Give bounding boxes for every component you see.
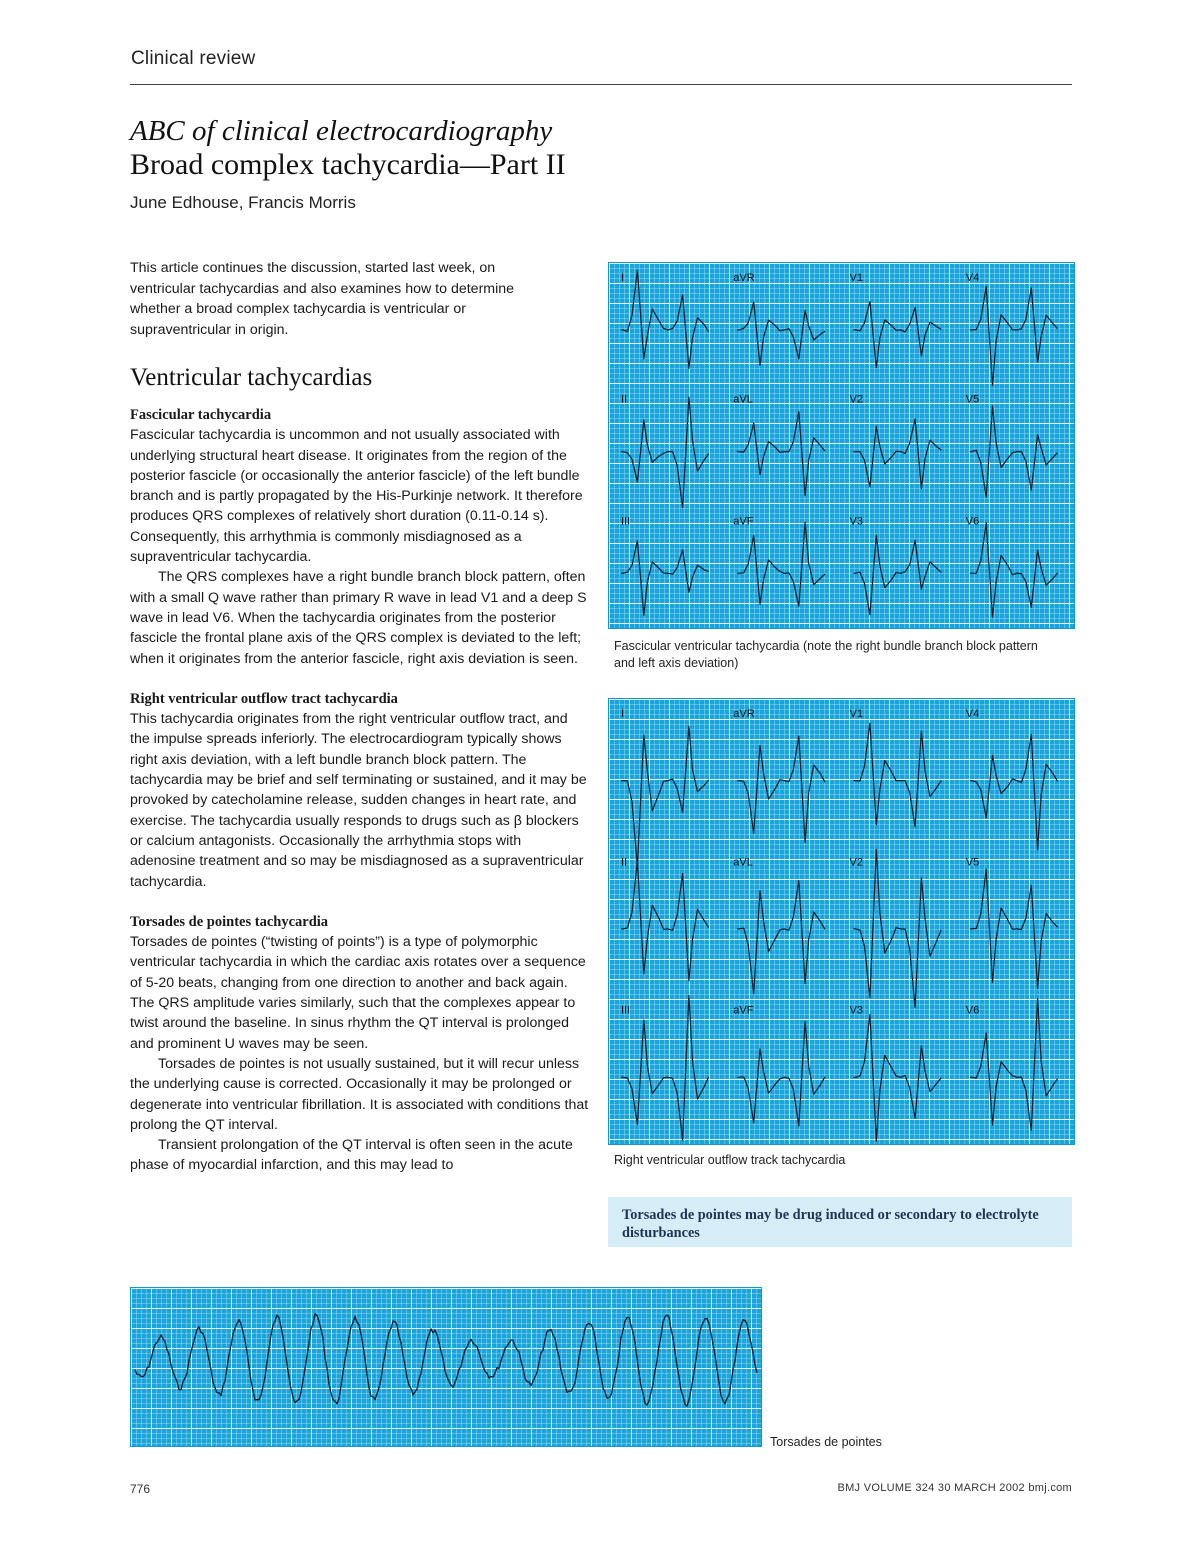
lead-label-v5: V5 [965, 393, 980, 406]
paragraph: The QRS complexes have a right bundle branch block pattern, often with a small Q wave rather than primary R wave in lead V1 and a deep S wave in lead V6. When the tachycardia originates from the posterior fascicle the frontal plane axis of the QRS complex is deviated to the left; when it originates from the anterior fascicle, right axis deviation is seen. [130, 569, 587, 667]
header-divider [130, 84, 1072, 85]
rvot-ecg-traces [609, 699, 1074, 1144]
journal-footer: BMJ VOLUME 324 30 MARCH 2002 bmj.com [837, 1482, 1072, 1494]
ecg-trace-v1 [854, 723, 942, 827]
article-title: Broad complex tachycardia—Part II [130, 148, 566, 181]
lead-label-v6: V6 [965, 515, 980, 528]
subheading-fascicular: Fascicular tachycardia [130, 407, 272, 423]
lead-label-v3: V3 [849, 515, 863, 528]
subheading-rvot: Right ventricular outflow tract tachycardia [130, 690, 398, 707]
rvot-ecg-caption: Right ventricular outflow track tachycardia [614, 1153, 846, 1167]
ecg-trace-v4 [970, 287, 1058, 386]
paragraph: Fascicular tachycardia is uncommon and not usually associated with underlying structural heart disease. It originates from the region of the posterior fascicle (or occasionally the anterior fascicle) of the left bundle branch and is partly propagated by the His-Purkinje network. It therefore produces QRS complexes of relatively short duration (0.11-0.14 s). Consequently, this arrhythmia is commonly misdiagnosed as a supraventricular tachycardia. [130, 427, 583, 566]
ecg-trace-v2 [854, 419, 942, 489]
page-number: 776 [130, 1482, 151, 1496]
paragraph: Torsades de pointes (“twisting of points”) is a type of polymorphic ventricular tachycardia in which the cardiac axis rotates over a sequence of 5-20 beats, changing from one direction to another and back again. The QRS amplitude varies similarly, such that the complexes appear to twist around the baseline. In sinus rhythm the QT interval is prolonged and prominent U waves may be seen. [130, 934, 586, 1052]
section-label: Clinical review [131, 48, 256, 69]
fascicular-ecg-caption: Fascicular ventricular tachycardia (note the right bundle branch block pattern and left axis deviation) [614, 639, 1038, 670]
ecg-trace-avr [737, 736, 825, 842]
ecg-trace-v5 [970, 869, 1058, 988]
ecg-trace-v5 [970, 406, 1058, 497]
ecg-trace-ii [621, 861, 709, 981]
ecg-trace-ii [621, 397, 709, 507]
section-heading: Ventricular tachycardias [130, 364, 373, 391]
lead-label-ii: II [621, 393, 628, 406]
lead-label-avr: aVR [733, 272, 755, 284]
paragraph: Transient prolongation of the QT interval is often seen in the acute phase of myocardial infarction, and this may lead to [130, 1137, 573, 1174]
lead-label-v2: V2 [849, 856, 863, 869]
fascicular-ecg-traces [609, 263, 1074, 628]
lead-label-iii: III [621, 1004, 631, 1017]
lead-label-i: I [621, 708, 625, 720]
ecg-trace-v1 [854, 302, 942, 368]
torsades-ecg-trace [131, 1288, 761, 1446]
lead-label-avr: aVR [733, 708, 755, 720]
ecg-trace-avl [737, 881, 825, 994]
lead-label-ii: II [621, 856, 628, 869]
lead-label-avl: aVL [733, 856, 753, 869]
lead-label-v1: V1 [849, 272, 863, 284]
ecg-trace-v2 [854, 849, 942, 1007]
ecg-trace-v6 [970, 999, 1058, 1131]
ecg-trace-avf [737, 1021, 825, 1126]
fascicular-ecg-figure [608, 262, 1075, 629]
ecg-trace-avl [737, 412, 825, 496]
lead-label-avf: aVF [733, 515, 754, 528]
lead-label-v4: V4 [965, 272, 980, 284]
ecg-trace-avr [737, 302, 825, 365]
ecg-trace-i [621, 270, 709, 368]
subheading-torsades: Torsades de pointes tachycardia [130, 913, 329, 930]
torsades-trace [135, 1314, 757, 1406]
ecg-trace-iii [621, 995, 709, 1140]
lead-label-v4: V4 [965, 708, 980, 720]
lead-label-v6: V6 [965, 1004, 980, 1017]
paragraph: Torsades de pointes is not usually sustained, but it will recur unless the underlying cause is corrected. Occasionally it may be prolonged or degenerate into ventricular fibrillation. It is associated with conditions that prolong the QT interval. [130, 1055, 589, 1133]
ecg-trace-v4 [970, 735, 1058, 850]
series-title: ABC of clinical electrocardiography [130, 115, 553, 147]
lead-label-v1: V1 [849, 708, 863, 720]
ecg-trace-iii [621, 541, 709, 616]
lead-label-v2: V2 [849, 393, 863, 406]
torsades-ecg-figure [130, 1287, 762, 1447]
ecg-trace-v3 [854, 1014, 942, 1141]
torsades-ecg-caption: Torsades de pointes [770, 1435, 882, 1449]
ecg-trace-v6 [970, 523, 1058, 617]
lead-label-v5: V5 [965, 856, 980, 869]
lead-label-v3: V3 [849, 1004, 863, 1017]
lead-label-i: I [621, 272, 625, 284]
rvot-ecg-figure [608, 698, 1075, 1145]
body-column [130, 405, 590, 1176]
lead-label-avf: aVF [733, 1004, 754, 1017]
ecg-trace-v3 [854, 535, 942, 614]
ecg-trace-i [621, 726, 709, 869]
lead-label-iii: III [621, 515, 631, 528]
lead-label-avl: aVL [733, 393, 753, 406]
authors: June Edhouse, Francis Morris [130, 193, 356, 212]
paragraph: This tachycardia originates from the right ventricular outflow tract, and the impulse spreads inferiorly. The electrocardiogram typically shows right axis deviation, with a left bundle branch block pattern. The tachycardia may be brief and self terminating or sustained, and it may be provoked by catecholamine release, sudden changes in heart rate, and exercise. The tachycardia usually responds to drugs such as β blockers or calcium antagonists. Occasionally the arrhythmia stops with adenosine treatment and so may be misdiagnosed as a supraventricular tachycardia. [130, 711, 587, 890]
intro-paragraph: This article continues the discussion, started last week, on ventricular tachycardias and also examines how to determine whether a broad complex tachycardia is ventricular or supraventricular in origin. [130, 260, 515, 338]
ecg-trace-avf [737, 522, 825, 606]
callout-text: Torsades de pointes may be drug induced or secondary to electrolyte disturbances [622, 1207, 1039, 1241]
